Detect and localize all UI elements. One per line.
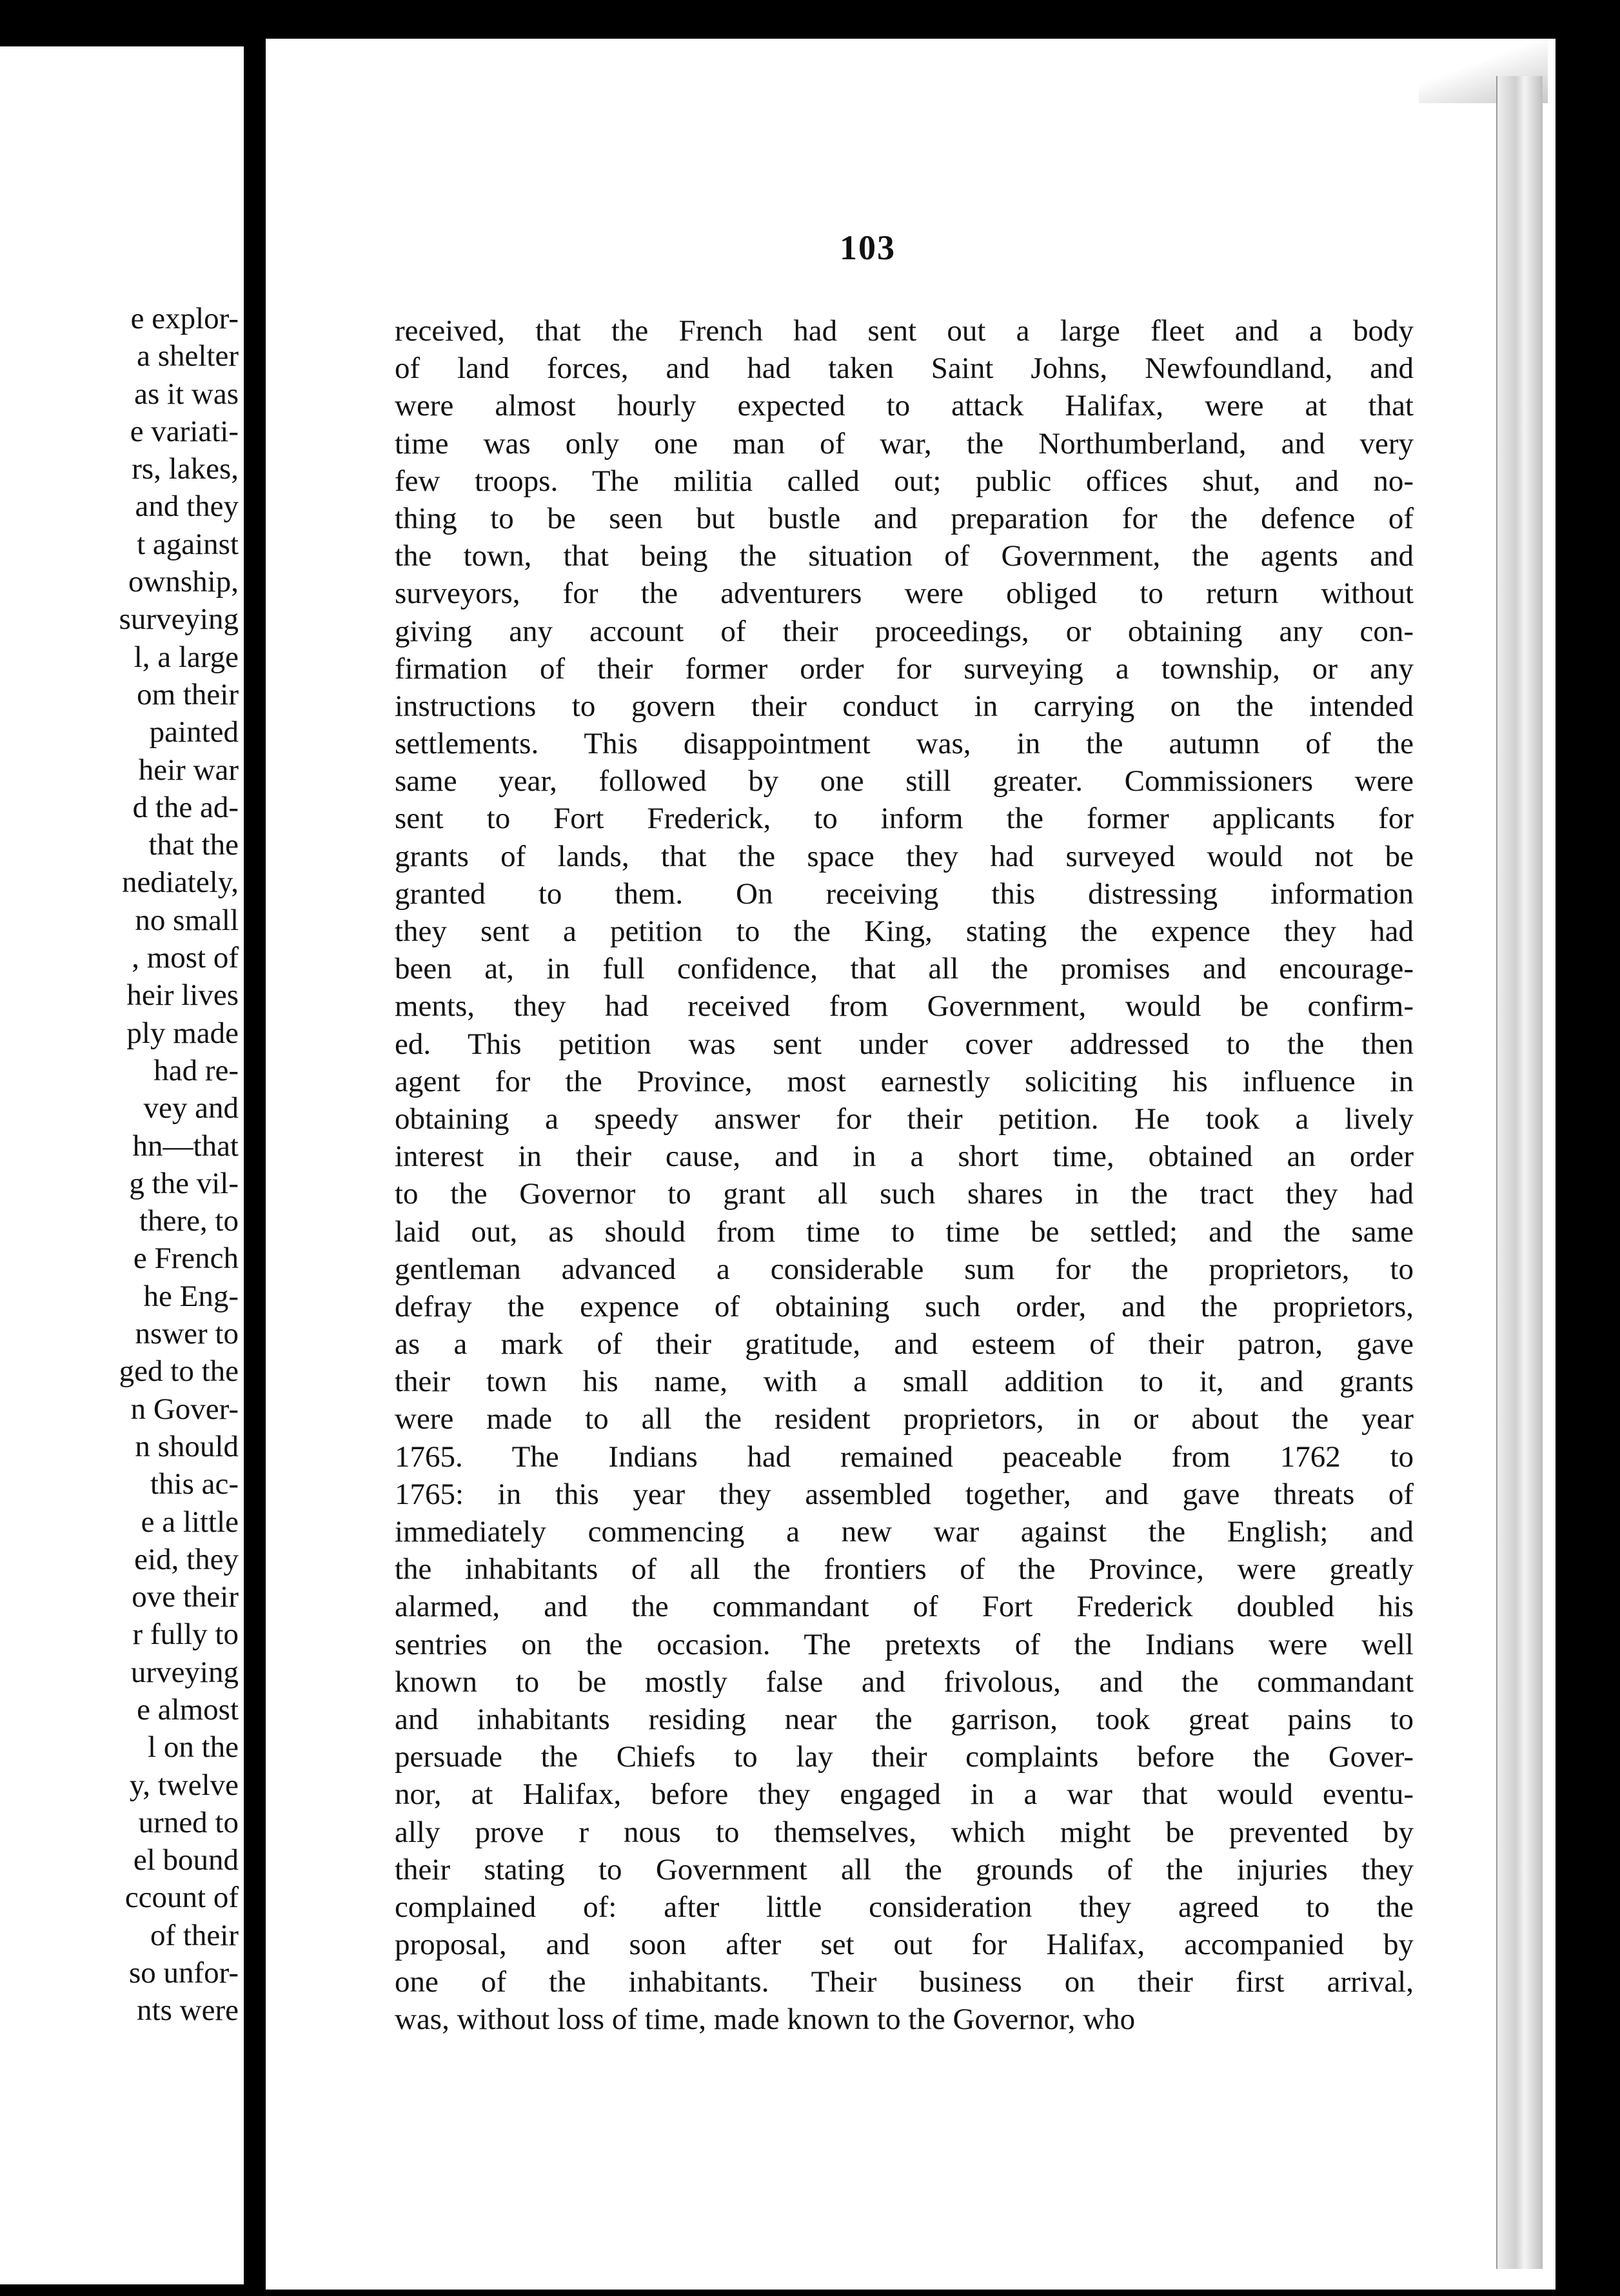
- left-page-line: painted: [149, 715, 239, 749]
- left-page-line: e French: [133, 1242, 239, 1276]
- left-page-line: so unfor-: [128, 1956, 239, 1990]
- left-page-line: a shelter: [137, 339, 239, 373]
- text-line: nor, at Halifax, before they engaged in a war that would eventu-: [395, 1777, 1414, 1812]
- left-page-line: nediately,: [122, 866, 239, 900]
- left-page-line: l on the: [148, 1730, 239, 1765]
- left-page-line: t against: [137, 527, 239, 561]
- text-line: the inhabitants of all the frontiers of the Province, were greatly: [395, 1552, 1414, 1587]
- left-page-line: urned to: [138, 1805, 239, 1839]
- left-page-line: y, twelve: [129, 1768, 239, 1802]
- text-line: interest in their cause, and in a short time, obtained an order: [395, 1140, 1414, 1174]
- text-line: time was only one man of war, the Northumberland, and very: [395, 426, 1414, 460]
- left-page-line: eid, they: [134, 1542, 239, 1576]
- text-line: they sent a petition to the King, stating the expence they had: [395, 915, 1414, 948]
- text-line: persuade the Chiefs to lay their complaints before the Gover-: [395, 1740, 1414, 1774]
- text-line: sentries on the occasion. The pretexts of the Indians were well: [395, 1627, 1414, 1661]
- left-page-line: of their: [150, 1918, 239, 1952]
- left-page-line: had re-: [153, 1053, 239, 1087]
- left-page-line: as it was: [134, 377, 239, 411]
- text-line: few troops. The militia called out; public offices shut, and no-: [395, 464, 1414, 498]
- left-page-line: n should: [135, 1429, 239, 1463]
- left-page-line: nswer to: [135, 1317, 239, 1351]
- text-line: firmation of their former order for surveying a township, or any: [395, 651, 1414, 686]
- text-line: their stating to Government all the grounds of the injuries they: [395, 1852, 1414, 1886]
- left-page-line: e a little: [141, 1505, 239, 1539]
- left-page-line: l, a large: [133, 640, 239, 674]
- text-line: gentleman advanced a considerable sum for the proprietors, to: [395, 1252, 1414, 1286]
- text-line: ally prove r nous to themselves, which might be prevented by: [395, 1815, 1414, 1849]
- left-page-line: ove their: [132, 1580, 239, 1614]
- left-page-line: this ac-: [150, 1467, 239, 1501]
- left-page-line: heir war: [138, 753, 239, 787]
- text-line: were made to all the resident proprietors, in or about the year: [395, 1402, 1414, 1436]
- left-page-line: hn—that: [132, 1129, 239, 1163]
- left-page-line: that the: [148, 828, 239, 862]
- text-line: their town his name, with a small addition to it, and grants: [395, 1365, 1414, 1399]
- text-line: laid out, as should from time to time be settled; and the same: [395, 1214, 1414, 1249]
- text-line: known to be mostly false and frivolous, and the commandant: [395, 1665, 1414, 1699]
- left-page-line: e almost: [137, 1692, 239, 1727]
- text-line: proposal, and soon after set out for Halifax, accompanied by: [395, 1928, 1414, 1962]
- text-line: granted to them. On receiving this distressing information: [395, 876, 1414, 911]
- text-line: alarmed, and the commandant of Fort Frederick doubled his: [395, 1590, 1414, 1624]
- left-page-line: g the vil-: [129, 1166, 239, 1200]
- text-line: immediately commencing a new war against the English; and: [395, 1515, 1414, 1549]
- left-page-line: ccount of: [124, 1881, 239, 1915]
- left-page-line: there, to: [139, 1204, 239, 1238]
- left-page-line: he Eng-: [143, 1279, 239, 1313]
- text-line: one of the inhabitants. Their business on their first arrival,: [395, 1965, 1414, 1999]
- left-page-line: el bound: [133, 1843, 239, 1877]
- text-line: defray the expence of obtaining such order, and the proprietors,: [395, 1289, 1414, 1323]
- left-page-line: heir lives: [126, 978, 239, 1013]
- text-line: sent to Fort Frederick, to inform the former applicants for: [395, 802, 1414, 836]
- text-line: were almost hourly expected to attack Halifax, were at that: [395, 389, 1414, 423]
- text-line: same year, followed by one still greater. Commissioners were: [395, 764, 1414, 798]
- text-line: giving any account of their proceedings, or obtaining any con-: [395, 614, 1414, 648]
- left-page-line: and they: [135, 490, 239, 524]
- text-line: the town, that being the situation of Government, the agents and: [395, 539, 1414, 573]
- text-line: complained of: after little consideration they agreed to the: [395, 1890, 1414, 1924]
- text-line: agent for the Province, most earnestly soliciting his influence in: [395, 1064, 1414, 1098]
- left-page-line: n Gover-: [130, 1392, 239, 1426]
- left-page-line: , most of: [132, 941, 239, 975]
- left-page-line: no small: [135, 903, 239, 937]
- left-page-line: rs, lakes,: [132, 452, 239, 486]
- text-line: as a mark of their gratitude, and esteem of their patron, gave: [395, 1327, 1414, 1361]
- text-line: 1765: in this year they assembled together, and gave threats of: [395, 1477, 1414, 1511]
- left-page-line: ownship,: [128, 565, 239, 599]
- page-number: 103: [840, 228, 896, 267]
- text-line: been at, in full confidence, that all the promises and encourage-: [395, 952, 1414, 986]
- left-page-line: surveying: [119, 602, 239, 637]
- left-page-line: r fully to: [132, 1618, 239, 1652]
- text-line: was, without loss of time, made known to the Governor, who: [395, 2003, 1136, 2037]
- left-page-line: e variati-: [130, 414, 239, 448]
- text-line: of land forces, and had taken Saint Johns, Newfoundland, and: [395, 351, 1414, 386]
- text-line: settlements. This disappointment was, in the autumn of the: [395, 727, 1414, 761]
- text-line: to the Governor to grant all such shares in the tract they had: [395, 1177, 1414, 1211]
- left-page-line: ply made: [126, 1016, 239, 1050]
- left-page-line: om their: [137, 677, 239, 711]
- left-page-text: [0, 300, 239, 2030]
- text-line: thing to be seen but bustle and preparation for the defence of: [395, 501, 1414, 535]
- left-page-line: urveying: [130, 1655, 239, 1689]
- text-line: received, that the French had sent out a large fleet and a body: [395, 314, 1414, 348]
- left-page-line: ged to the: [119, 1354, 239, 1389]
- body-text: [395, 312, 1414, 2039]
- left-page-line: vey and: [143, 1091, 239, 1125]
- text-line: ed. This petition was sent under cover addressed to the then: [395, 1027, 1414, 1061]
- text-line: obtaining a speedy answer for their petition. He took a lively: [395, 1102, 1414, 1136]
- left-page: [0, 46, 245, 2284]
- page-edge: [1496, 76, 1543, 2269]
- left-page-line: e explor-: [130, 302, 239, 335]
- text-line: grants of lands, that the space they had surveyed would not be: [395, 839, 1414, 873]
- text-line: 1765. The Indians had remained peaceable from 1762 to: [395, 1440, 1414, 1474]
- text-line: surveyors, for the adventurers were obliged to return without: [395, 577, 1414, 611]
- left-page-line: nts were: [137, 1994, 239, 2028]
- left-page-line: d the ad-: [132, 790, 239, 824]
- text-line: and inhabitants residing near the garrison, took great pains to: [395, 1702, 1414, 1736]
- text-line: instructions to govern their conduct in carrying on the intended: [395, 689, 1414, 723]
- text-line: ments, they had received from Government, would be confirm-: [395, 989, 1414, 1024]
